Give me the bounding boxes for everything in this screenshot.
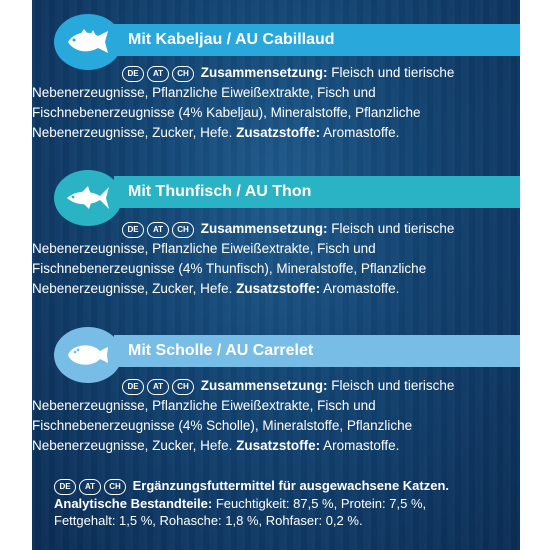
text-line: Fleisch und tierische <box>327 378 455 393</box>
text-line: Aromastoffe. <box>320 281 400 296</box>
fish-badge <box>54 327 122 383</box>
section-banner-tuna <box>114 176 520 208</box>
analytical-info <box>54 477 520 529</box>
country-code-ch: CH <box>172 379 194 395</box>
composition-text <box>32 376 520 456</box>
text-line: Fischnebenerzeugnisse (4% Kabeljau), Mineralstoffe, Pflanzliche <box>32 105 421 120</box>
country-code-de: DE <box>122 66 144 82</box>
country-code-ch: CH <box>172 66 194 82</box>
section-title: Mit Thunfisch / AU Thon <box>128 183 312 200</box>
section-title: Mit Kabeljau / AU Cabillaud <box>128 31 335 48</box>
additives-label: Zusatzstoffe: <box>236 125 321 140</box>
text-line: Nebenerzeugnisse, Zucker, Hefe. <box>32 125 237 140</box>
section-title: Mit Scholle / AU Carrelet <box>128 342 314 359</box>
country-code-at: AT <box>79 479 101 495</box>
text-line: Fischnebenerzeugnisse (4% Thunfisch), Mineralstoffe, Pflanzliche <box>32 261 427 276</box>
text-line: Fischnebenerzeugnisse (4% Scholle), Mineralstoffe, Pflanzliche <box>32 418 413 433</box>
country-code-at: AT <box>147 66 169 82</box>
section-banner-cod <box>114 24 520 56</box>
text-line: Nebenerzeugnisse, Pflanzliche Eiweißextrakte, Fisch und <box>32 398 376 413</box>
fish-badge <box>54 170 122 226</box>
tuna-fish-icon <box>64 183 112 213</box>
country-code-de: DE <box>54 479 76 495</box>
composition-label: Zusammensetzung: <box>200 221 328 236</box>
country-code-de: DE <box>122 379 144 395</box>
text-line: Nebenerzeugnisse, Pflanzliche Eiweißextrakte, Fisch und <box>32 85 376 100</box>
text-line: Fettgehalt: 1,5 %, Rohasche: 1,8 %, Rohfaser: 0,2 %. <box>54 513 363 528</box>
country-code-ch: CH <box>172 222 194 238</box>
cod-fish-icon <box>64 27 112 57</box>
country-code-at: AT <box>147 222 169 238</box>
fish-badge <box>54 14 122 70</box>
composition-text <box>32 219 520 299</box>
text-line: Feuchtigkeit: 87,5 %, Protein: 7,5 %, <box>212 496 427 511</box>
plaice-fish-icon <box>64 340 112 370</box>
text-line: Aromastoffe. <box>320 125 400 140</box>
country-code-ch: CH <box>104 479 126 495</box>
analytic-label: Analytische Bestandteile: <box>54 496 213 511</box>
text-line: Fleisch und tierische <box>327 65 455 80</box>
feed-type-text: Ergänzungsfuttermittel für ausgewachsene Katzen. <box>132 478 450 493</box>
section-banner-plaice <box>114 335 520 367</box>
composition-label: Zusammensetzung: <box>200 65 328 80</box>
additives-label: Zusatzstoffe: <box>236 438 321 453</box>
composition-label: Zusammensetzung: <box>200 378 328 393</box>
additives-label: Zusatzstoffe: <box>236 281 321 296</box>
country-code-at: AT <box>147 379 169 395</box>
label-panel <box>32 0 520 550</box>
country-code-de: DE <box>122 222 144 238</box>
text-line: Nebenerzeugnisse, Zucker, Hefe. <box>32 438 237 453</box>
text-line: Aromastoffe. <box>320 438 400 453</box>
text-line: Nebenerzeugnisse, Zucker, Hefe. <box>32 281 237 296</box>
composition-text <box>32 63 520 143</box>
text-line: Fleisch und tierische <box>327 221 455 236</box>
text-line: Nebenerzeugnisse, Pflanzliche Eiweißextrakte, Fisch und <box>32 241 376 256</box>
